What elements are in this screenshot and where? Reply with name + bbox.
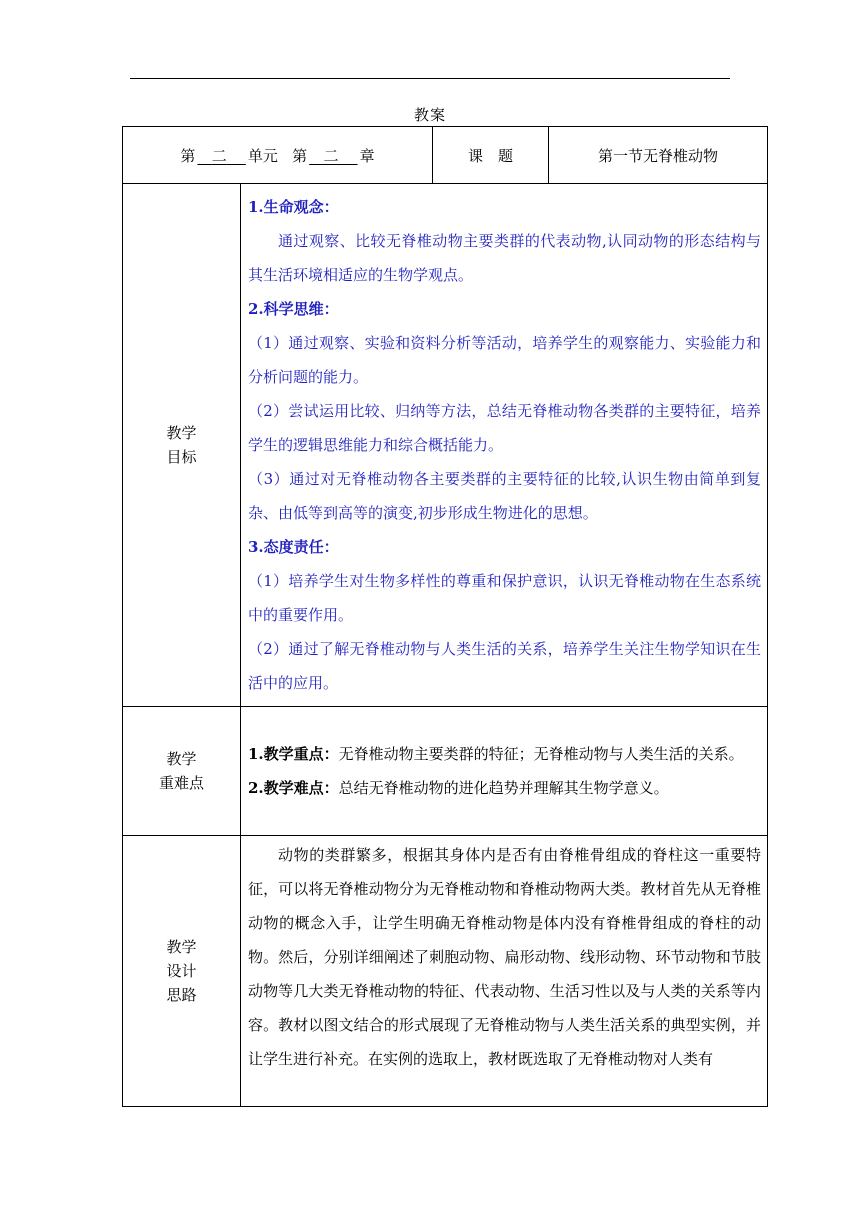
objective-paragraph: （3）通过对无脊椎动物各主要类群的主要特征的比较,认识生物由简单到复杂、由低等到高等的演变,初步形成生物进化的思想。: [248, 470, 761, 522]
header-rule: [130, 78, 730, 79]
design-label: 教学 设计 思路: [123, 836, 241, 1107]
objectives-row: [123, 184, 768, 707]
chapter-suffix: 章: [359, 146, 375, 165]
header-row: [123, 127, 768, 184]
objectives-label: 教学 目标: [123, 184, 241, 707]
key-points-row: [123, 707, 768, 836]
objectives-content: [241, 184, 768, 707]
objective-paragraph: （1）培养学生对生物多样性的尊重和保护意识，认识无脊椎动物在生态系统中的重要作用。: [248, 572, 761, 624]
chapter-number: 二: [323, 146, 339, 165]
objective-paragraph: （2）通过了解无脊椎动物与人类生活的关系，培养学生关注生物学知识在生活中的应用。: [248, 640, 761, 692]
key-points-label: 教学 重难点: [123, 707, 241, 836]
topic-label: 课 题: [433, 127, 549, 184]
objective-heading-2: 2.科学思维：: [248, 300, 339, 318]
objective-paragraph: （1）通过观察、实验和资料分析等活动，培养学生的观察能力、实验能力和分析问题的能力。: [248, 334, 761, 386]
unit-prefix: 第: [180, 146, 196, 165]
objective-paragraph: 通过观察、比较无脊椎动物主要类群的代表动物,认同动物的形态结构与其生活环境相适应的生物学观点。: [248, 232, 761, 284]
design-content: [241, 836, 768, 1107]
topic-value: 第一节无脊椎动物: [549, 127, 768, 184]
lesson-plan-table: [122, 126, 768, 1107]
key-point-1: 1.教学重点：无脊椎动物主要类群的特征；无脊椎动物与人类生活的关系。: [248, 745, 744, 763]
key-point-2: 2.教学难点：总结无脊椎动物的进化趋势并理解其生物学意义。: [248, 779, 669, 797]
chapter-prefix: 第: [292, 146, 308, 165]
unit-suffix: 单元: [247, 146, 278, 165]
unit-number: 二: [211, 146, 227, 165]
objective-paragraph: （2）尝试运用比较、归纳等方法，总结无脊椎动物各类群的主要特征，培养学生的逻辑思维能力和综合概括能力。: [248, 402, 761, 454]
objective-heading-3: 3.态度责任：: [248, 538, 339, 556]
document-title: 教案: [413, 106, 446, 124]
objective-heading-1: 1.生命观念：: [248, 198, 339, 216]
key-points-content: [241, 707, 768, 836]
unit-chapter-cell: [123, 127, 433, 184]
design-row: [123, 836, 768, 1107]
design-paragraph: 动物的类群繁多，根据其身体内是否有由脊椎骨组成的脊柱这一重要特征，可以将无脊椎动物分为无脊椎动物和脊椎动物两大类。教材首先从无脊椎动物的概念入手，让学生明确无脊椎动物是体内没有脊椎骨组成的脊柱的动物。然后，分别详细阐述了刺胞动物、扁形动物、线形动物、环节动物和节肢动物等几大类无脊椎动物的特征、代表动物、生活习性以及与人类的关系等内容。教材以图文结合的形式展现了无脊椎动物与人类生活关系的典型实例，并让学生进行补充。在实例的选取上，教材既选取了无脊椎动物对人类有: [248, 846, 761, 1068]
